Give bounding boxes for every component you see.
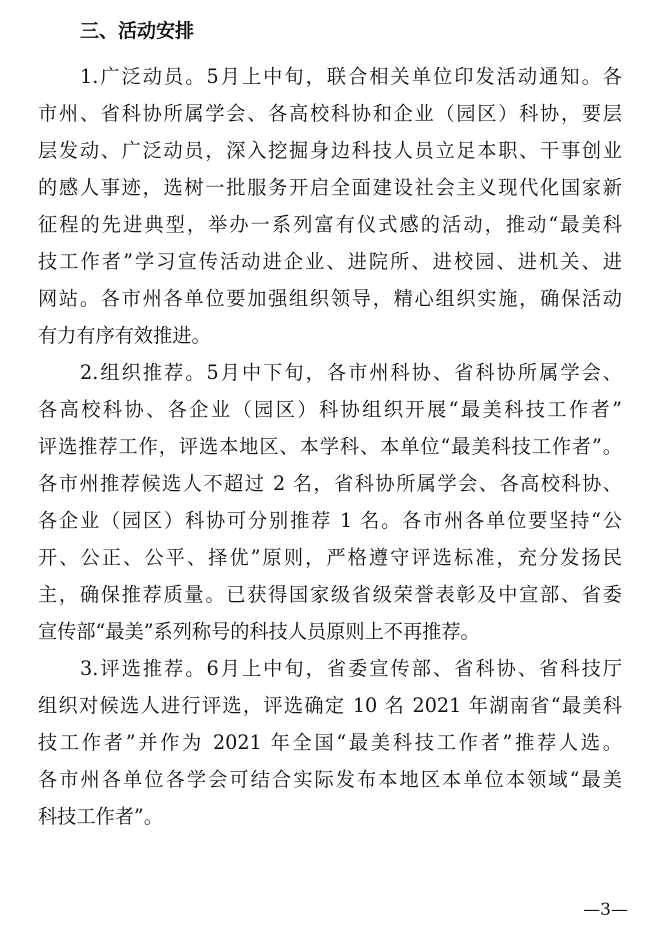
paragraph-2-line-2: 各高校科协、各企业（园区）科协组织开展“最美科技工作者” [38,398,622,421]
paragraph-2-line-3: 评选推荐工作，评选本地区、本学科、本单位“最美科技工作者”。 [38,435,622,458]
paragraph-2-line-4: 各市州推荐候选人不超过 2 名，省科协所属学会、各高校科协、 [38,472,622,495]
paragraph-3-line-2: 组织对候选人进行评选，评选确定 10 名 2021 年湖南省“最美科 [38,694,622,717]
paragraph-2-line-8: 宣传部“最美”系列称号的科技人员原则上不再推荐。 [38,620,480,643]
paragraph-2-line-5: 各企业（园区）科协可分别推荐 1 名。各市州各单位要坚持“公 [38,509,622,532]
section-heading: 三、活动安排 [80,20,195,42]
paragraph-3-line-1: 3.评选推荐。6月上中旬，省委宣传部、省科协、省科技厅 [80,657,622,680]
paragraph-2-line-1: 2.组织推荐。5月中下旬，各市州科协、省科协所属学会、 [80,361,622,384]
paragraph-3-line-3: 技工作者”并作为 2021 年全国“最美科技工作者”推荐人选。 [38,731,622,754]
paragraph-2-line-6: 开、公正、公平、择优”原则，严格遵守评选标准，充分发扬民 [38,546,622,569]
paragraph-1-line-5: 征程的先进典型，举办一系列富有仪式感的活动，推动“最美科 [38,213,622,236]
paragraph-3-line-5: 科技工作者”。 [38,805,163,828]
paragraph-1-line-2: 市州、省科协所属学会、各高校科协和企业（园区）科协，要层 [38,102,622,125]
paragraph-1-line-3: 层发动、广泛动员，深入挖掘身边科技人员立足本职、干事创业 [38,139,622,162]
paragraph-1-line-8: 有力有序有效推进。 [38,324,211,347]
paragraph-1-line-7: 网站。各市州各单位要加强组织领导，精心组织实施，确保活动 [38,287,622,310]
paragraph-1-line-1: 1.广泛动员。5月上中旬，联合相关单位印发活动通知。各 [80,65,622,88]
paragraph-1-line-6: 技工作者”学习宣传活动进企业、进院所、进校园、进机关、进 [38,250,622,273]
page-number: —3— [583,900,628,920]
paragraph-3-line-4: 各市州各单位各学会可结合实际发布本地区本单位本领域“最美 [38,768,622,791]
paragraph-2-line-7: 主，确保推荐质量。已获得国家级省级荣誉表彰及中宣部、省委 [38,583,622,606]
paragraph-1-line-4: 的感人事迹，选树一批服务开启全面建设社会主义现代化国家新 [38,176,622,199]
